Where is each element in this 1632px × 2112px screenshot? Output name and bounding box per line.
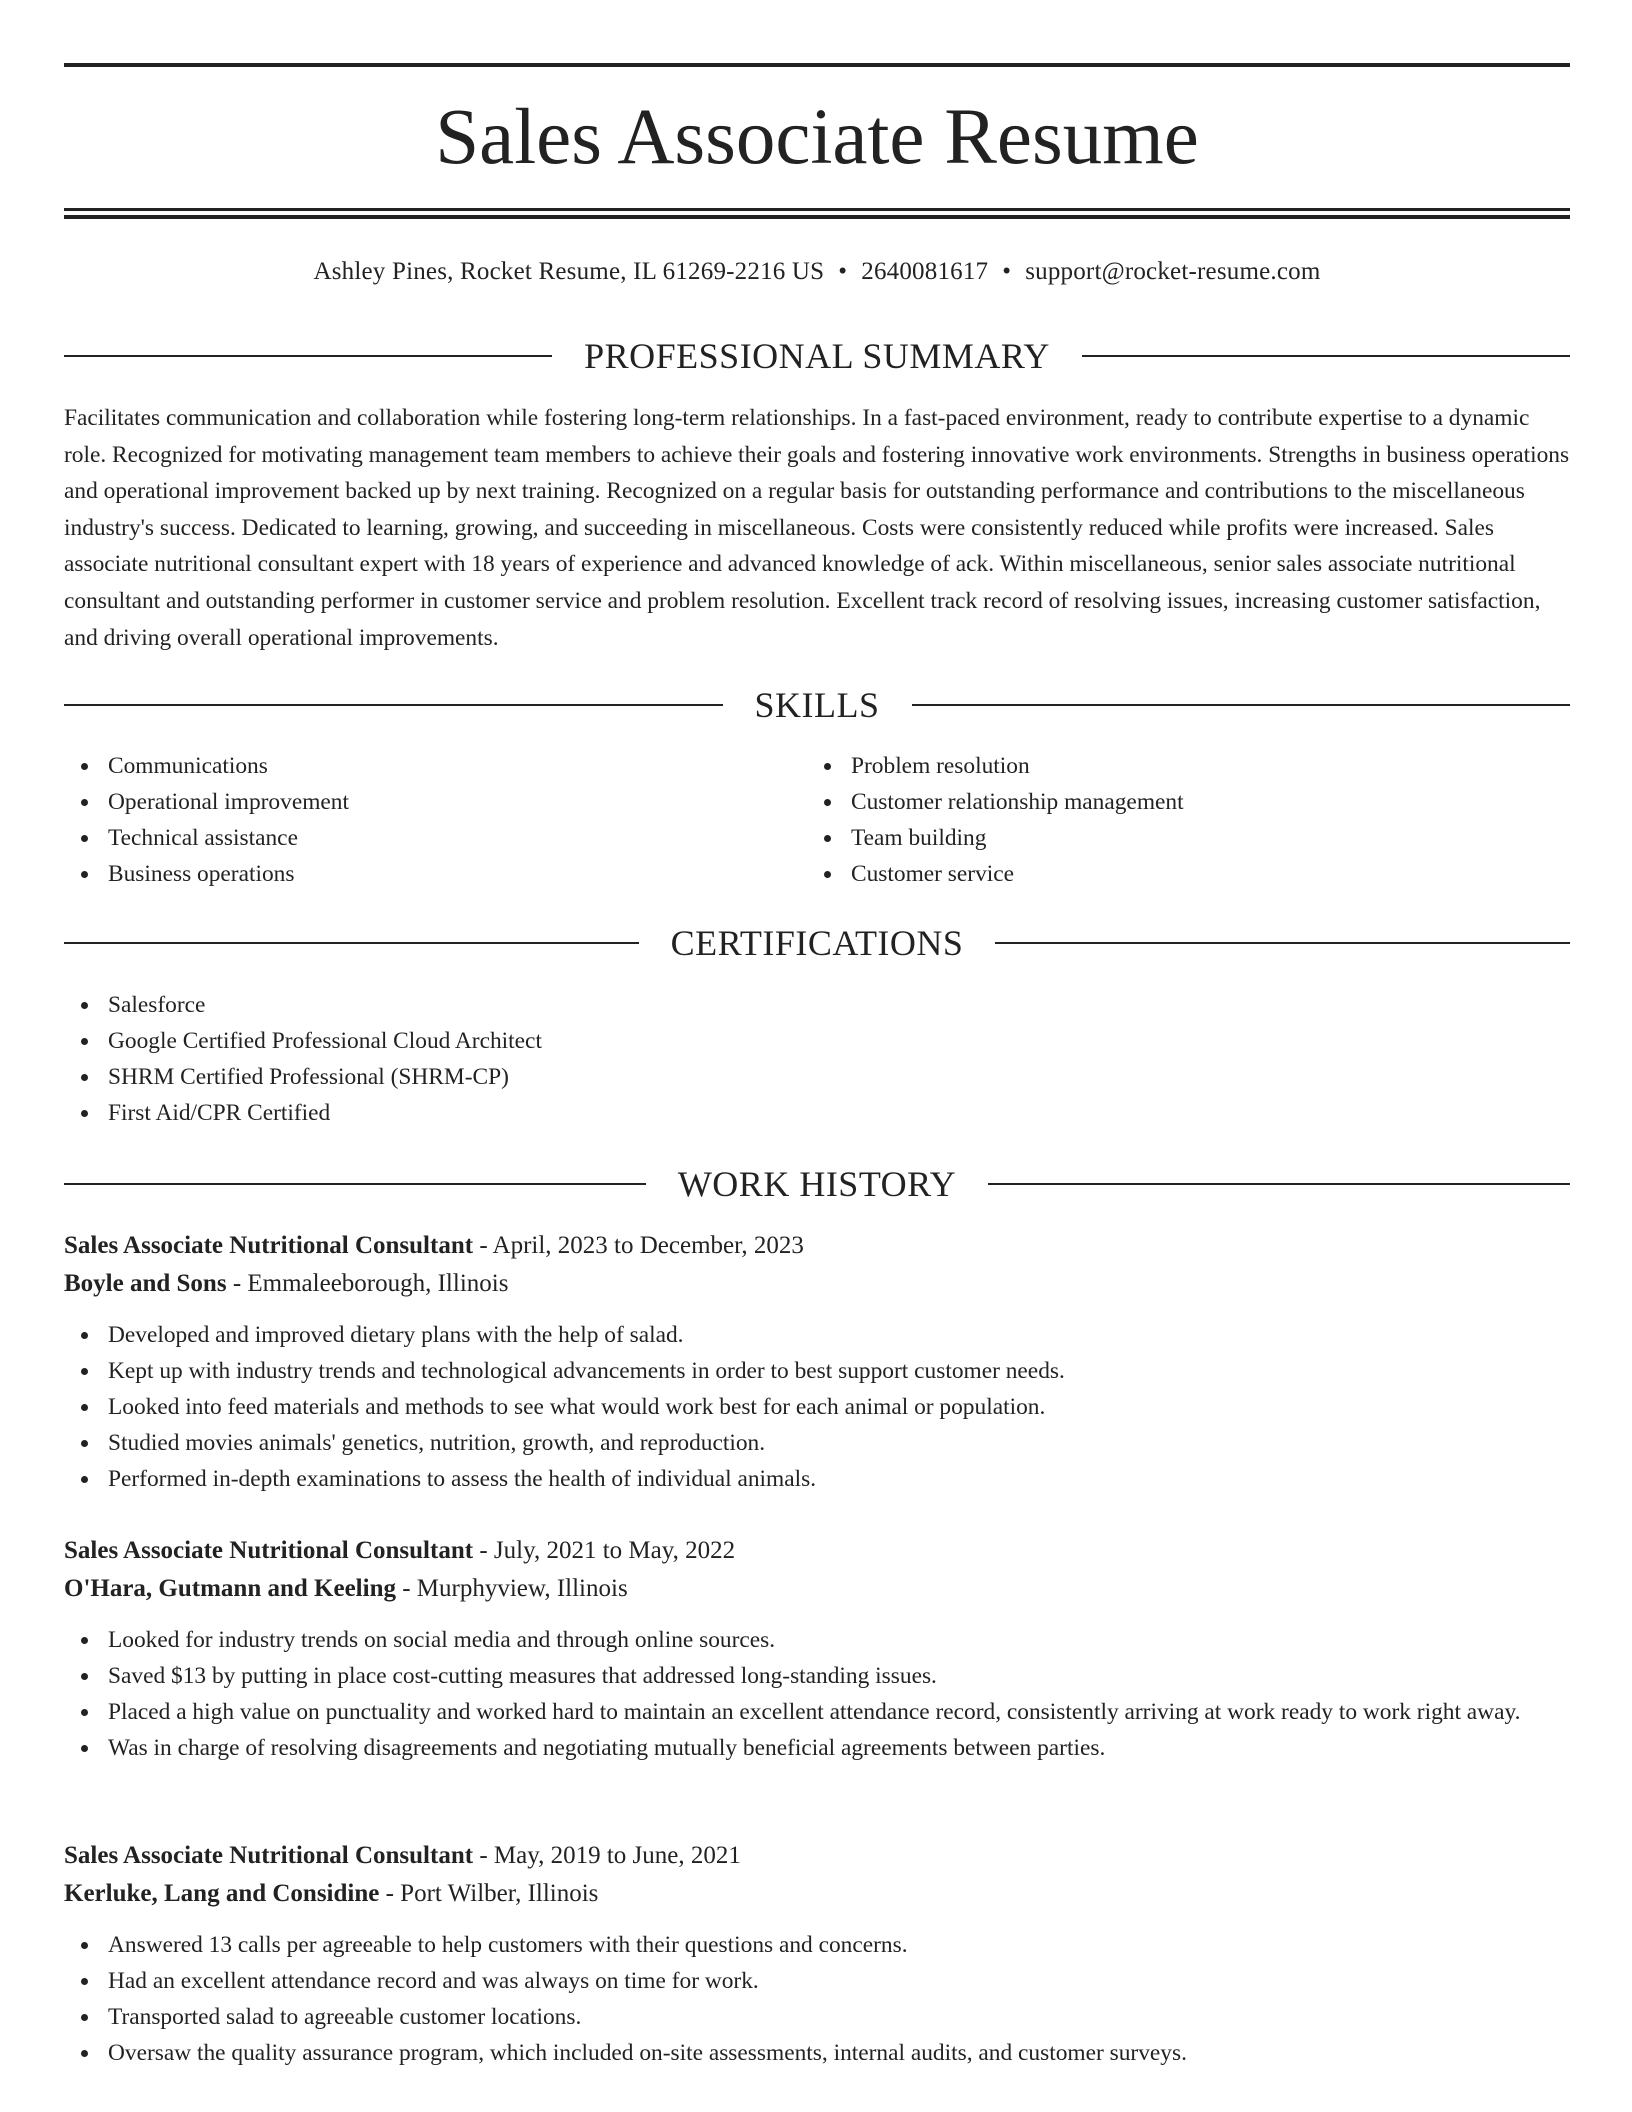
job-duties-list [64,1927,1570,2071]
heading-rule [64,1183,646,1185]
job-title: Sales Associate Nutritional Consultant [64,1537,474,1564]
section-heading-certifications [64,921,1570,965]
job-duties-list [64,1622,1570,1766]
list-item: Developed and improved dietary plans with the help of salad. [64,1317,1570,1353]
section-heading-work-history [64,1162,1570,1206]
top-rule [64,63,1570,67]
job-title-line [64,1227,1570,1265]
list-item: Answered 13 calls per agreeable to help customers with their questions and concerns. [64,1927,1570,1963]
section-title: CERTIFICATIONS [670,923,964,963]
job-company: Kerluke, Lang and Considine [64,1880,380,1907]
job-duties-list [64,1317,1570,1497]
certifications-list [64,987,1570,1131]
list-item: Customer relationship management [807,784,1507,820]
certifications [64,987,1570,1131]
list-item: Had an excellent attendance record and was always on time for work. [64,1963,1570,1999]
section-title: PROFESSIONAL SUMMARY [584,336,1050,376]
heading-rule [995,942,1570,944]
section-title: WORK HISTORY [677,1164,957,1204]
list-item: First Aid/CPR Certified [64,1095,1570,1131]
heading-rule [64,704,723,706]
heading-rule [64,942,639,944]
list-item: Salesforce [64,987,1570,1023]
list-item: Technical assistance [64,820,764,856]
list-item: Performed in-depth examinations to assess the health of individual animals. [64,1461,1570,1497]
job-company: Boyle and Sons [64,1270,227,1297]
job-location: - Port Wilber, Illinois [379,1880,599,1907]
list-item: Business operations [64,856,764,892]
contact-separator: • [1002,258,1012,285]
job-title-line [64,1532,1570,1570]
job-dates: - April, 2023 to December, 2023 [473,1232,804,1259]
section-heading-summary [64,334,1570,378]
job-dates: - July, 2021 to May, 2022 [473,1537,736,1564]
list-item: Kept up with industry trends and technological advancements in order to best support customer needs. [64,1353,1570,1389]
job-entry [64,1227,1570,1497]
list-item: Customer service [807,856,1507,892]
heading-rule [912,704,1571,706]
job-title: Sales Associate Nutritional Consultant [64,1842,474,1869]
job-location: - Murphyview, Illinois [395,1575,628,1602]
summary-text: Facilitates communication and collaboration while fostering long-term relationships. In a fast-paced environment, ready to contribute expertise to a dynamic role. Recognized for motivating management team members to achieve their goals and fostering innovative work environments. Strengths in business operations and operational improvement backed up by next training. Recognized on a regular basis for outstanding performance and contributions to the miscellaneous industry's success. Dedicated to learning, growing, and succeeding in miscellaneous. Costs were consistently reduced while profits were increased. Sales associate nutritional consultant expert with 18 years of experience and advanced knowledge of ack. Within miscellaneous, senior sales associate nutritional consultant and outstanding performer in customer service and problem resolution. Excellent track record of resolving issues, increasing customer satisfaction, and driving overall operational improvements. [64,405,1570,651]
contact-phone: 2640081617 [861,258,989,285]
job-company-line [64,1265,1570,1303]
list-item: Problem resolution [807,748,1507,784]
contact-email: support@rocket-resume.com [1025,258,1321,285]
page-title: Sales Associate Resume [435,94,1199,181]
job-title-line [64,1837,1570,1875]
job-location: - Emmaleeborough, Illinois [226,1270,509,1297]
list-item: Was in charge of resolving disagreements and negotiating mutually beneficial agreements between parties. [64,1730,1570,1766]
skills-column-left [64,748,764,892]
contact-address: Ashley Pines, Rocket Resume, IL 61269-2216 US [313,258,825,285]
list-item: SHRM Certified Professional (SHRM-CP) [64,1059,1570,1095]
list-item: Operational improvement [64,784,764,820]
skills-column-right [807,748,1507,892]
list-item: Oversaw the quality assurance program, which included on-site assessments, internal audits, and customer surveys. [64,2035,1570,2071]
heading-rule [64,355,552,357]
job-title: Sales Associate Nutritional Consultant [64,1232,474,1259]
contact-separator: • [838,258,848,285]
job-dates: - May, 2019 to June, 2021 [473,1842,741,1869]
heading-rule [988,1183,1570,1185]
job-company-line [64,1875,1570,1913]
job-entry [64,1532,1570,1766]
list-item: Studied movies animals' genetics, nutrition, growth, and reproduction. [64,1425,1570,1461]
section-heading-skills [64,683,1570,727]
title-double-rule [64,208,1570,219]
list-item: Placed a high value on punctuality and worked hard to maintain an excellent attendance record, consistently arriving at work ready to work right away. [64,1694,1570,1730]
list-item: Team building [807,820,1507,856]
contact-line [64,255,1570,289]
section-title: SKILLS [754,685,880,725]
skills-list [807,748,1507,892]
list-item: Looked for industry trends on social media and through online sources. [64,1622,1570,1658]
list-item: Saved $13 by putting in place cost-cutting measures that addressed long-standing issues. [64,1658,1570,1694]
skills-list [64,748,764,892]
list-item: Looked into feed materials and methods to see what would work best for each animal or population. [64,1389,1570,1425]
list-item: Google Certified Professional Cloud Architect [64,1023,1570,1059]
job-company: O'Hara, Gutmann and Keeling [64,1575,396,1602]
job-company-line [64,1570,1570,1608]
list-item: Communications [64,748,764,784]
job-entry [64,1837,1570,2071]
list-item: Transported salad to agreeable customer locations. [64,1999,1570,2035]
heading-rule [1082,355,1570,357]
